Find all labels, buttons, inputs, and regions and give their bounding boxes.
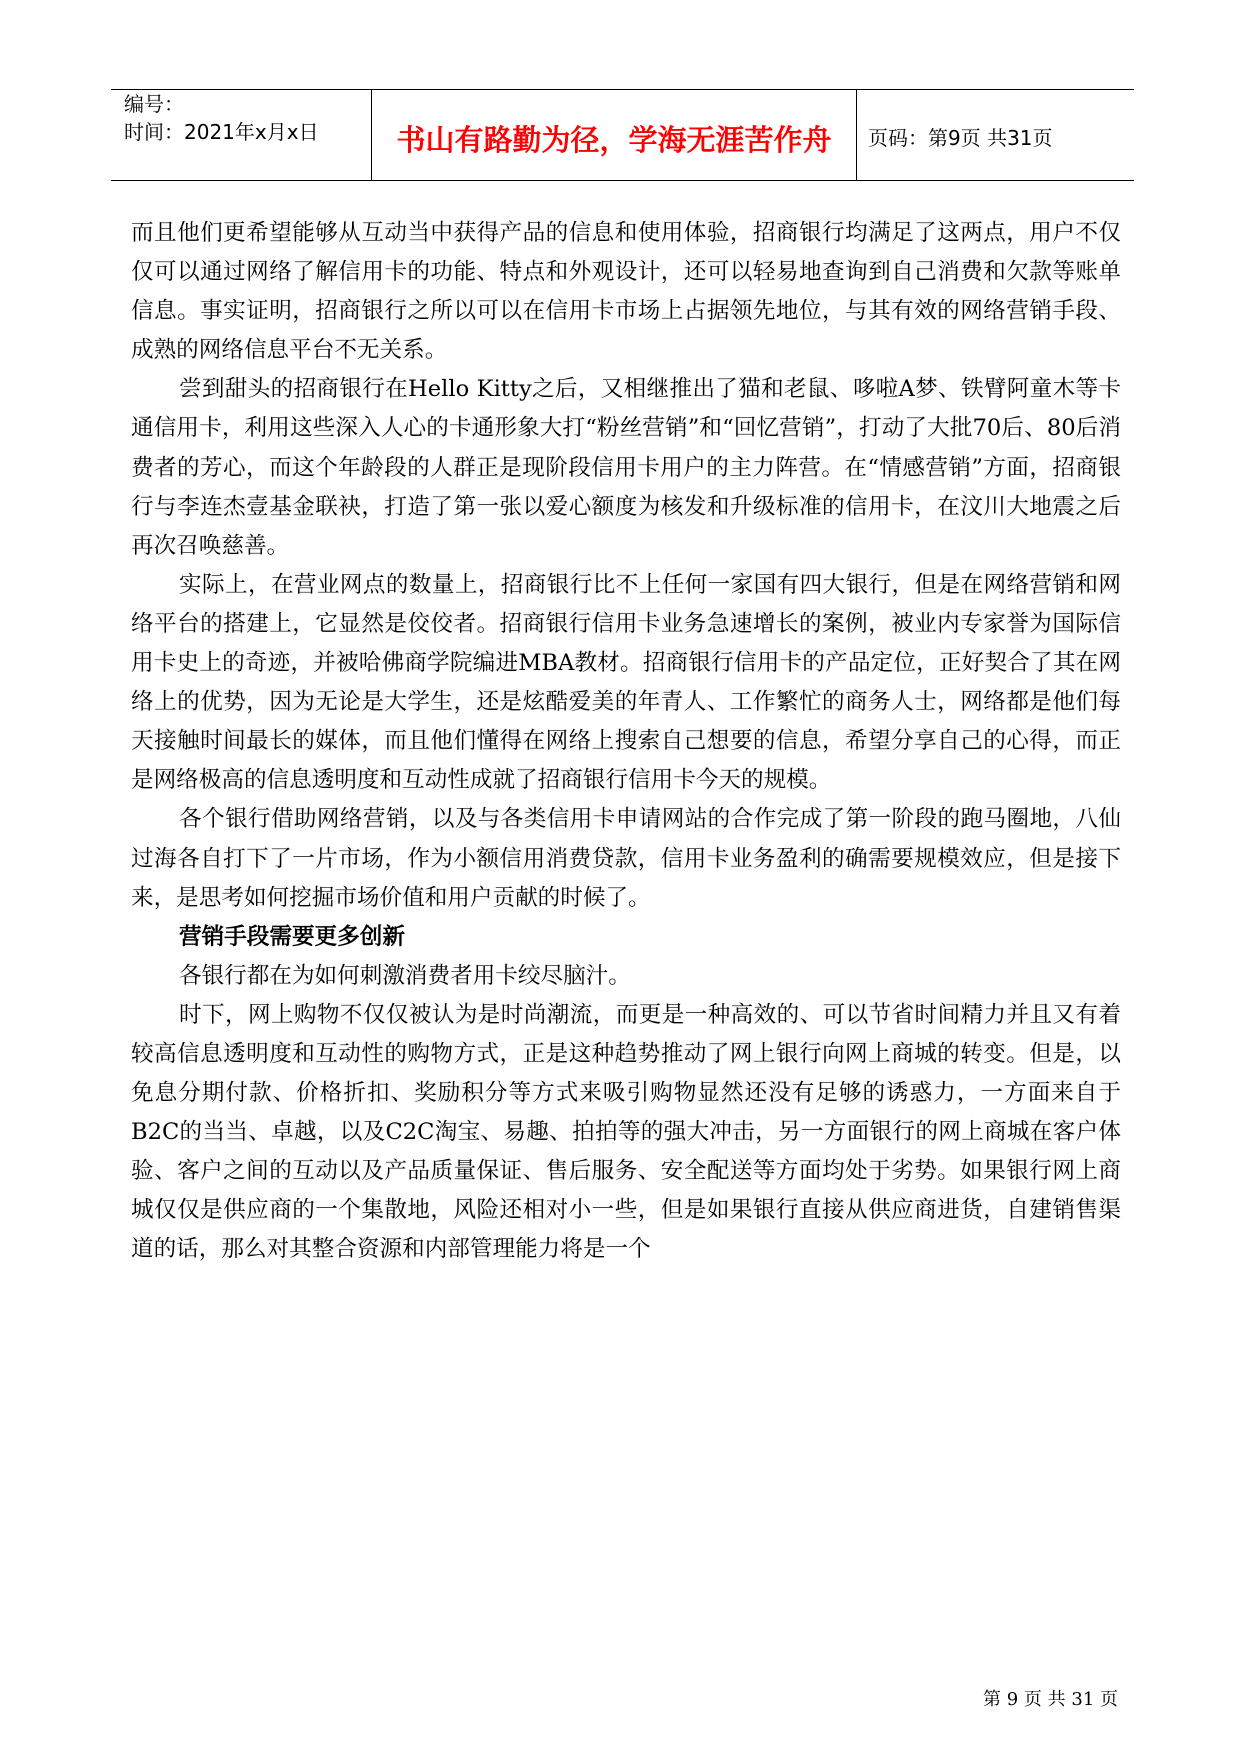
paragraph: 时下，网上购物不仅仅被认为是时尚潮流，而更是一种高效的、可以节省时间精力并且又有着较高信息透明度和互动性的购物方式，正是这种趋势推动了网上银行向网上商城的转变。但是，以免息分期付款、价格折扣、奖励积分等方式来吸引购物显然还没有足够的诱惑力，一方面来自于B2C的当当、卓越，以及C2C淘宝、易趣、拍拍等的强大冲击，另一方面银行的网上商城在客户体验、客户之间的互动以及产品质量保证、售后服务、安全配送等方面均处于劣势。如果银行网上商城仅仅是供应商的一个集散地，风险还相对小一些，但是如果银行直接从供应商进货，自建销售渠道的话，那么对其整合资源和内部管理能力将是一个	[131, 1001, 1121, 1263]
paragraph: 而且他们更希望能够从互动当中获得产品的信息和使用体验，招商银行均满足了这两点，用户不仅仅可以通过网络了解信用卡的功能、特点和外观设计，还可以轻易地查询到自己消费和欠款等账单信息。事实证明，招商银行之所以可以在信用卡市场上占据领先地位，与其有效的网络营销手段、成熟的网络信息平台不无关系。	[131, 220, 1121, 364]
page-footer: 第 9 页 共 31 页	[983, 1689, 1118, 1710]
paragraph: 各个银行借助网络营销，以及与各类信用卡申请网站的合作完成了第一阶段的跑马圈地，八仙过海各自打下了一片市场，作为小额信用消费贷款，信用卡业务盈利的确需要规模效应，但是接下来，是思考如何挖掘市场价值和用户贡献的时候了。	[131, 806, 1121, 911]
header-motto: 书山有路勤为径，学海无涯苦作舟	[396, 123, 832, 157]
header-meta	[124, 90, 319, 146]
header-bottom-rule	[111, 180, 1134, 181]
document-time: 时间：2021年x月x日	[124, 120, 319, 144]
paragraph: 实际上，在营业网点的数量上，招商银行比不上任何一家国有四大银行，但是在网络营销和网络平台的搭建上，它显然是佼佼者。招商银行信用卡业务急速增长的案例，被业内专家誉为国际信用卡史上的奇迹，并被哈佛商学院编进MBA教材。招商银行信用卡的产品定位，正好契合了其在网络上的优势，因为无论是大学生，还是炫酷爱美的年青人、工作繁忙的商务人士，网络都是他们每天接触时间最长的媒体，而且他们懂得在网络上搜索自己想要的信息，希望分享自己的心得，而正是网络极高的信息透明度和互动性成就了招商银行信用卡今天的规模。	[131, 571, 1121, 794]
document-body	[131, 214, 1121, 1270]
paragraph: 尝到甜头的招商银行在Hello Kitty之后，又相继推出了猫和老鼠、哆啦A梦、铁臂阿童木等卡通信用卡，利用这些深入人心的卡通形象大打“粉丝营销”和“回忆营销”，打动了大批70后、80后消费者的芳心，而这个年龄段的人群正是现阶段信用卡用户的主力阵营。在“情感营销”方面，招商银行与李连杰壹基金联袂，打造了第一张以爱心额度为核发和升级标准的信用卡，在汶川大地震之后再次召唤慈善。	[131, 376, 1121, 559]
header-page-info: 页码：第9页 共31页	[868, 126, 1053, 150]
section-heading: 营销手段需要更多创新	[179, 923, 405, 950]
paragraph: 各银行都在为如何刺激消费者用卡绞尽脑汁。	[179, 962, 631, 989]
document-number-label: 编号：	[124, 92, 184, 116]
header-divider-right	[856, 89, 857, 181]
